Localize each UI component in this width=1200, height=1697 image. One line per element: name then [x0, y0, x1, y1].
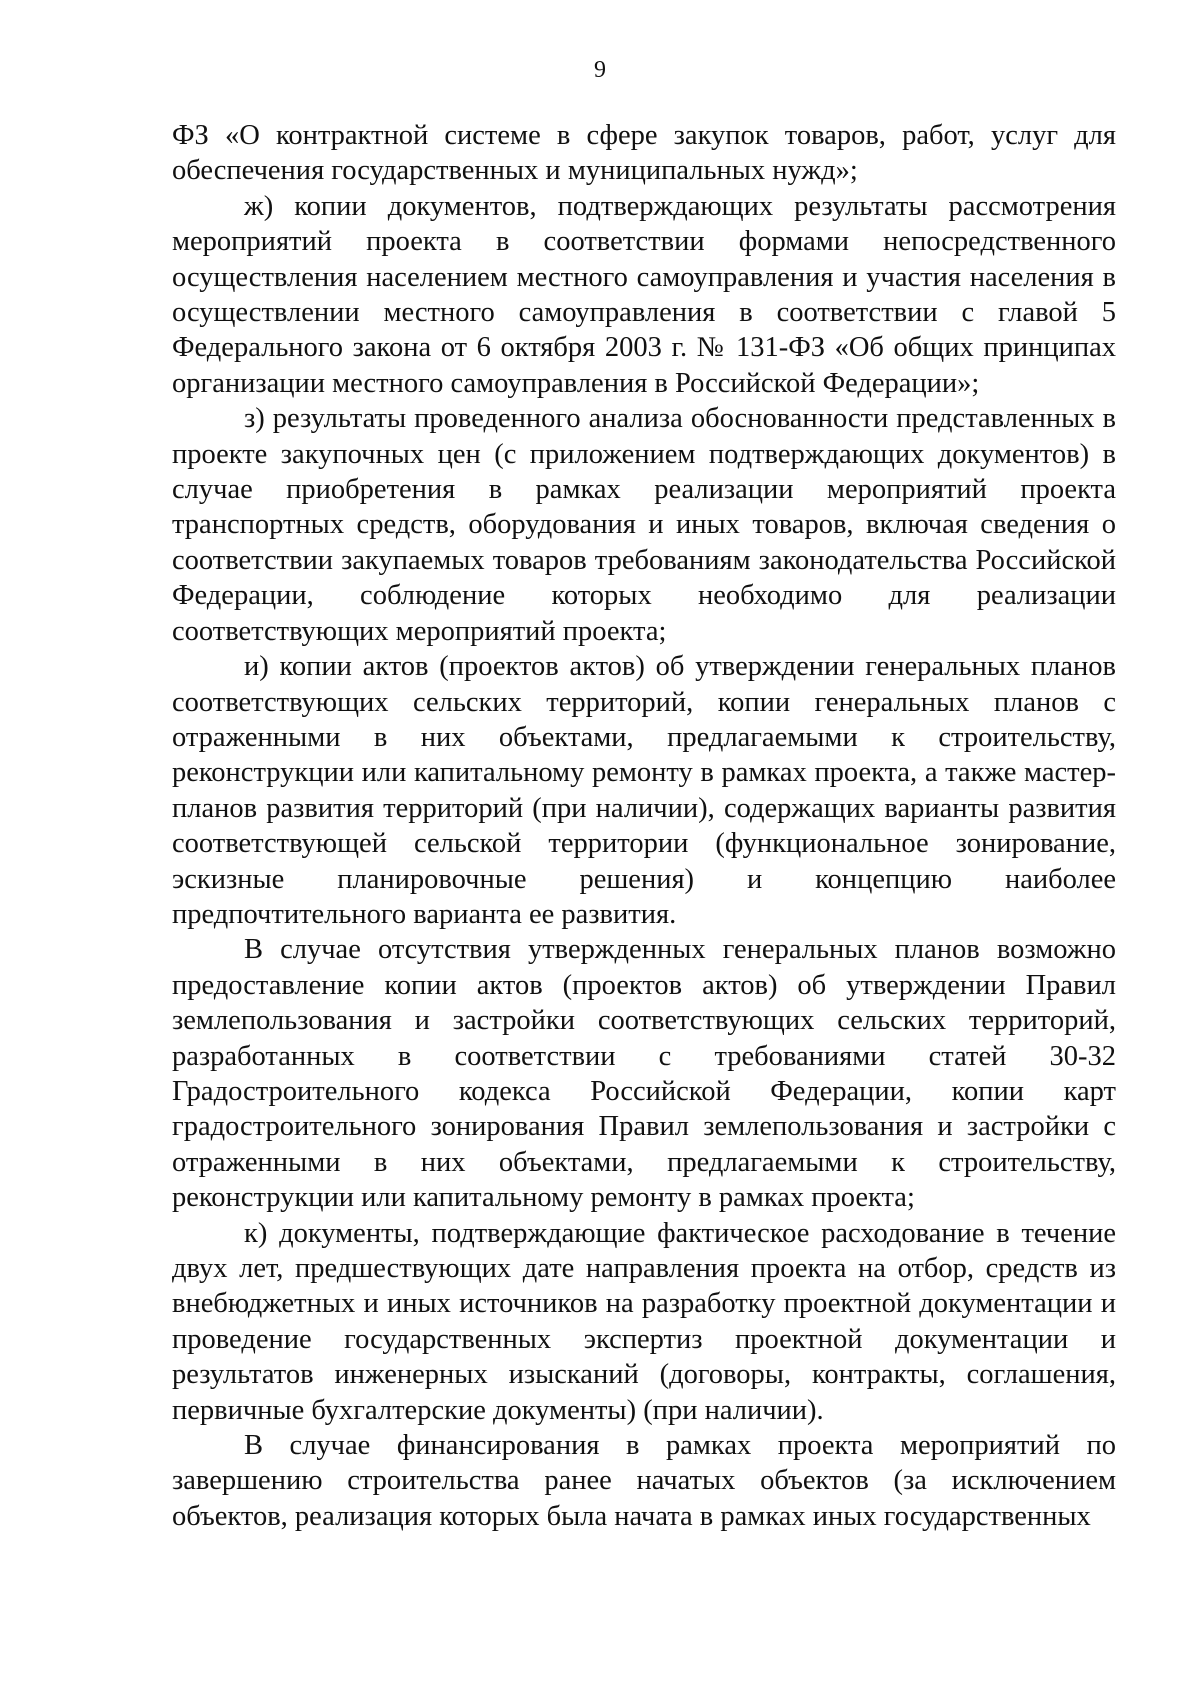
document-body — [172, 118, 1116, 1534]
page-number: 9 — [594, 57, 606, 83]
paragraph-item-k: к) документы, подтверждающие фактическое расходование в течение двух лет, предшествующих дате направления проекта на отбор, средств из внебюджетных и иных источников на разработку проектной документации и проведение государственных экспертиз проектной документации и результатов инженерных изысканий (договоры, контракты, соглашения, первичные бухгалтерские документы) (при наличии). — [172, 1217, 1116, 1426]
paragraph-continuation: ФЗ «О контрактной системе в сфере закупок товаров, работ, услуг для обеспечения государственных и муниципальных нужд»; — [172, 120, 1116, 187]
paragraph-item-zh: ж) копии документов, подтверждающих результаты рассмотрения мероприятий проекта в соответствии формами непосредственного осуществления населением местного самоуправления и участия населения в осуществлении местного самоуправления в соответствии с главой 5 Федерального закона от 6 октября 2003 г. № 131-ФЗ «Об общих принципах организации местного самоуправления в Российской Федерации»; — [172, 190, 1116, 399]
paragraph-item-z: з) результаты проведенного анализа обоснованности представленных в проекте закупочных цен (с приложением подтверждающих документов) в случае приобретения в рамках реализации мероприятий проекта транспортных средств, оборудования и иных товаров, включая сведения о соответствии закупаемых товаров требованиям законодательства Российской Федерации, соблюдение которых необходимо для реализации соответствующих мероприятий проекта; — [172, 403, 1116, 647]
paragraph-item-i: и) копии актов (проектов актов) об утверждении генеральных планов соответствующих сельских территорий, копии генеральных планов с отраженными в них объектами, предлагаемыми к строительству, реконструкции или капитальному ремонту в рамках проекта, а также мастер-планов развития территорий (при наличии), содержащих варианты развития соответствующей сельской территории (функциональное зонирование, эскизные планировочные решения) и концепцию наиболее предпочтительного варианта ее развития. — [172, 651, 1116, 930]
paragraph-financing-case: В случае финансирования в рамках проекта мероприятий по завершению строительства ранее начатых объектов (за исключением объектов, реализация которых была начата в рамках иных государственных — [172, 1430, 1116, 1532]
paragraph-absence-of-plans: В случае отсутствия утвержденных генеральных планов возможно предоставление копии актов (проектов актов) об утверждении Правил землепользования и застройки соответствующих сельских территорий, разработанных в соответствии с требованиями статей 30-32 Градостроительного кодекса Российской Федерации, копии карт градостроительного зонирования Правил землепользования и застройки с отраженными в них объектами, предлагаемыми к строительству, реконструкции или капитальному ремонту в рамках проекта; — [172, 934, 1116, 1214]
